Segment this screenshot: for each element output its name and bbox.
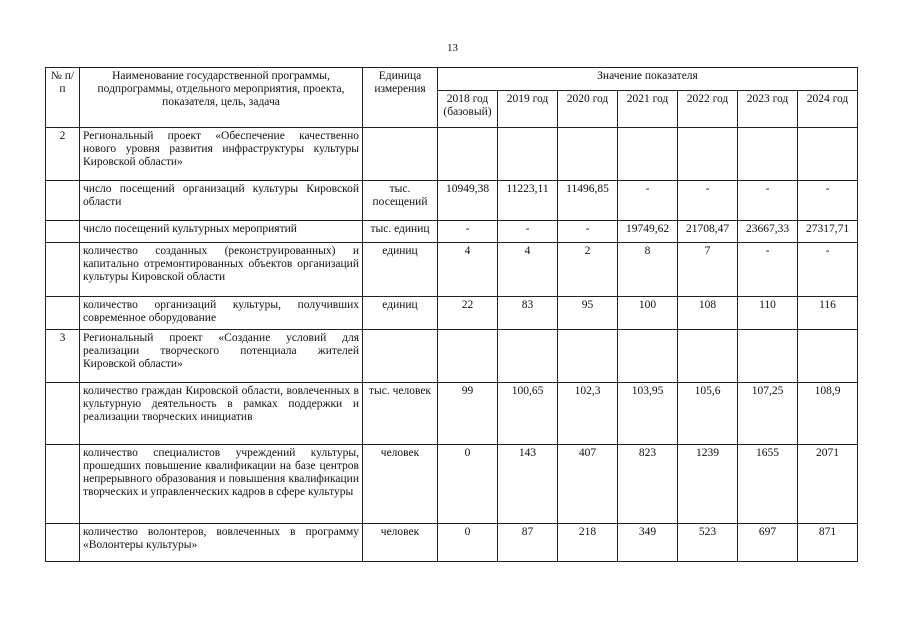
row-value: - [798,181,858,221]
row-value: 83 [498,297,558,330]
row-value [738,128,798,181]
row-num [46,524,80,562]
row-value [498,128,558,181]
row-value: 11223,11 [498,181,558,221]
row-value [798,128,858,181]
row-value: 21708,47 [678,221,738,243]
row-unit: тыс. посещений [363,181,438,221]
row-unit: единиц [363,243,438,297]
row-value: 697 [738,524,798,562]
row-num [46,383,80,445]
table-row [46,181,858,221]
header-num: № п/п [46,68,80,128]
row-value [558,330,618,383]
row-value: 0 [438,445,498,524]
row-value: 218 [558,524,618,562]
row-name: число посещений организаций культуры Кировской области [80,181,363,221]
row-value: 2 [558,243,618,297]
row-value: 523 [678,524,738,562]
row-value: 11496,85 [558,181,618,221]
row-num [46,445,80,524]
header-year: 2020 год [558,91,618,128]
row-value [558,128,618,181]
table-row [46,221,858,243]
row-value: 4 [438,243,498,297]
table-row [46,445,858,524]
row-value: 8 [618,243,678,297]
row-num [46,243,80,297]
row-value: 103,95 [618,383,678,445]
row-value [738,330,798,383]
row-value: 99 [438,383,498,445]
row-value: 108 [678,297,738,330]
row-value: 102,3 [558,383,618,445]
row-unit: человек [363,445,438,524]
table-row [46,297,858,330]
row-name: количество граждан Кировской области, вовлеченных в культурную деятельность в рамках поддержки и реализации творческих инициатив [80,383,363,445]
row-num: 2 [46,128,80,181]
row-name: количество волонтеров, вовлеченных в программу «Волонтеры культуры» [80,524,363,562]
row-unit [363,330,438,383]
table-row [46,383,858,445]
header-year: 2019 год [498,91,558,128]
row-value [438,330,498,383]
row-value: 100 [618,297,678,330]
row-value: 22 [438,297,498,330]
header-year: 2024 год [798,91,858,128]
row-value: 1239 [678,445,738,524]
row-unit: единиц [363,297,438,330]
header-year: 2018 год (базовый) [438,91,498,128]
row-unit: тыс. человек [363,383,438,445]
table-row [46,128,858,181]
row-value: 100,65 [498,383,558,445]
row-value: 19749,62 [618,221,678,243]
row-value: - [438,221,498,243]
header-name: Наименование государственной программы, подпрограммы, отдельного мероприятия, проекта, показателя, цель, задача [80,68,363,128]
row-value: 4 [498,243,558,297]
row-name: число посещений культурных мероприятий [80,221,363,243]
row-value [438,128,498,181]
row-value: 7 [678,243,738,297]
row-value [618,330,678,383]
header-value-group: Значение показателя [438,68,858,91]
table-row [46,524,858,562]
row-value: 107,25 [738,383,798,445]
row-num [46,221,80,243]
row-value: 87 [498,524,558,562]
header-year: 2021 год [618,91,678,128]
row-name: количество специалистов учреждений культуры, прошедших повышение квалификации на базе центров непрерывного образования и повышения квалификации творческих и управленческих кадров в сфере культуры [80,445,363,524]
row-value: 95 [558,297,618,330]
row-value: 823 [618,445,678,524]
page-number: 13 [447,42,458,54]
row-unit: тыс. единиц [363,221,438,243]
header-unit: Единица измерения [363,68,438,128]
row-value: 10949,38 [438,181,498,221]
row-value: 23667,33 [738,221,798,243]
table-row [46,330,858,383]
row-value: 1655 [738,445,798,524]
row-value: 105,6 [678,383,738,445]
row-value: 143 [498,445,558,524]
header-year: 2023 год [738,91,798,128]
row-value: 0 [438,524,498,562]
row-value: 110 [738,297,798,330]
row-value [798,330,858,383]
row-value [678,330,738,383]
row-value: - [558,221,618,243]
row-name: количество созданных (реконструированных) и капитально отремонтированных объектов организаций культуры Кировской области [80,243,363,297]
row-unit [363,128,438,181]
table-row [46,243,858,297]
row-name: Региональный проект «Создание условий для реализации творческого потенциала жителей Кировской области» [80,330,363,383]
row-value: - [678,181,738,221]
row-unit: человек [363,524,438,562]
row-value: 349 [618,524,678,562]
row-num [46,297,80,330]
row-value [618,128,678,181]
row-value: - [498,221,558,243]
header-year: 2022 год [678,91,738,128]
row-value: 871 [798,524,858,562]
row-value [678,128,738,181]
row-value: 116 [798,297,858,330]
row-name: Региональный проект «Обеспечение качественно нового уровня развития инфраструктуры культуры Кировской области» [80,128,363,181]
row-value: 407 [558,445,618,524]
row-value: - [738,243,798,297]
row-value: - [738,181,798,221]
row-value: 108,9 [798,383,858,445]
row-num [46,181,80,221]
row-num: 3 [46,330,80,383]
row-value: - [618,181,678,221]
row-name: количество организаций культуры, получивших современное оборудование [80,297,363,330]
row-value [498,330,558,383]
row-value: 27317,71 [798,221,858,243]
row-value: 2071 [798,445,858,524]
indicator-table [45,67,858,562]
row-value: - [798,243,858,297]
